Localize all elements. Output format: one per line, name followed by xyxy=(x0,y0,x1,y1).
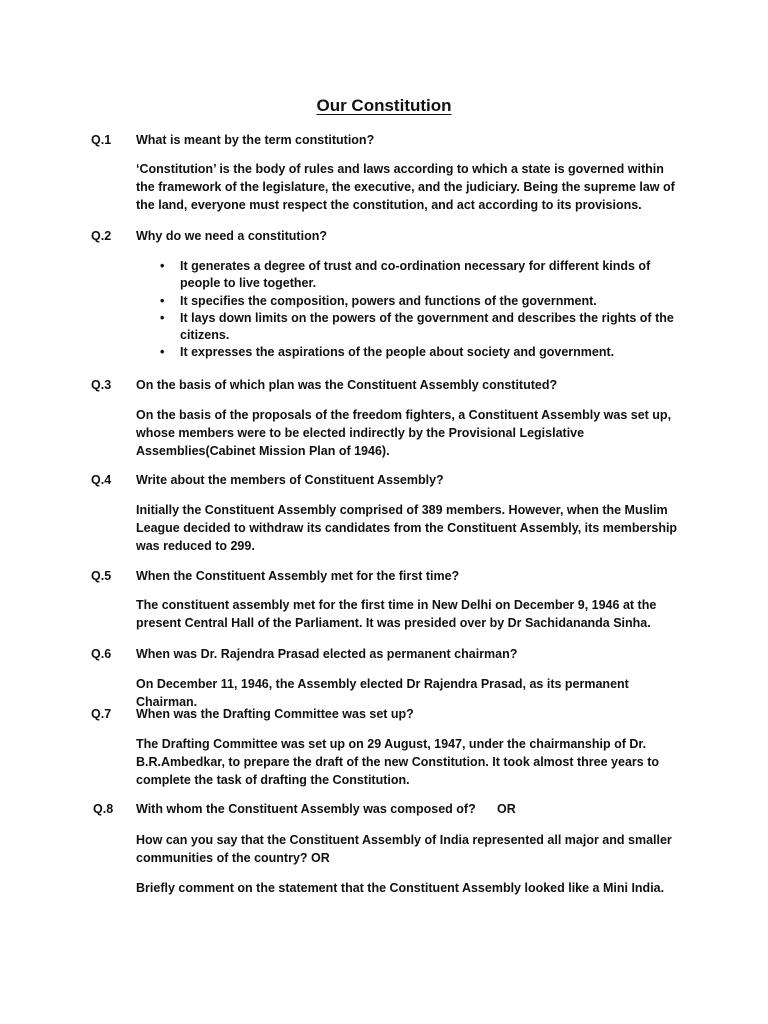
list-item xyxy=(136,293,681,310)
question-text: When was Dr. Rajendra Prasad elected as permanent chairman? xyxy=(136,647,518,661)
question-text: Write about the members of Constituent Assembly? xyxy=(136,473,444,487)
question-number: Q.1 xyxy=(91,133,112,147)
answer-text: On December 11, 1946, the Assembly elected Dr Rajendra Prasad, as its permanent Chairman. xyxy=(136,677,629,709)
list-item-text: It generates a degree of trust and co-ordination necessary for different kinds of people to live together. xyxy=(180,259,651,291)
page-title: Our Constitution xyxy=(316,96,452,115)
list-item-text: It lays down limits on the powers of the government and describes the rights of the citizens. xyxy=(180,310,674,343)
question-text: On the basis of which plan was the Constituent Assembly constituted? xyxy=(136,378,558,392)
question-text: When the Constituent Assembly met for the first time? xyxy=(136,569,460,583)
bullet-list xyxy=(136,258,681,362)
question-number: Q.3 xyxy=(91,378,112,392)
question-number: Q.4 xyxy=(91,473,112,487)
question-text: When was the Drafting Committee was set up? xyxy=(136,707,414,721)
question-number: Q.7 xyxy=(91,707,112,721)
question-number: Q.6 xyxy=(91,647,112,661)
list-item xyxy=(136,310,681,345)
question-number: Q.5 xyxy=(91,569,112,583)
answer-text: How can you say that the Constituent Assembly of India represented all major and smaller communities of the country? OR xyxy=(136,833,672,865)
answer-text: Initially the Constituent Assembly comprised of 389 members. However, when the Muslim League decided to withdraw its candidates from the Constituent Assembly, its membership was reduced to 299. xyxy=(136,503,678,553)
bullet-icon: • xyxy=(160,259,165,273)
question-text: With whom the Constituent Assembly was composed of? xyxy=(136,802,476,816)
answer-text: Briefly comment on the statement that the Constituent Assembly looked like a Mini India. xyxy=(136,881,665,895)
question-text: What is meant by the term constitution? xyxy=(136,133,375,147)
question-number: Q.8 xyxy=(93,802,114,816)
bullet-icon: • xyxy=(160,293,165,308)
question-number: Q.2 xyxy=(91,229,112,243)
question-text: Why do we need a constitution? xyxy=(136,229,327,243)
answer-text: The constituent assembly met for the first time in New Delhi on December 9, 1946 at the present Central Hall of the Parliament. It was presided over by Dr Sachidananda Sinha. xyxy=(136,598,657,630)
list-item xyxy=(136,344,681,361)
bullet-icon: • xyxy=(160,310,165,325)
list-item-text: It expresses the aspirations of the people about society and government. xyxy=(180,345,615,360)
or-label: OR xyxy=(497,802,516,816)
bullet-icon: • xyxy=(160,345,165,360)
answer-text: The Drafting Committee was set up on 29 August, 1947, under the chairmanship of Dr. B.R.Ambedkar, to prepare the draft of the new Constitution. It took almost three years to complete the task of drafting the Constitution. xyxy=(136,737,659,787)
answer-text: On the basis of the proposals of the freedom fighters, a Constituent Assembly was set up, whose members were to be elected indirectly by the Provisional Legislative Assemblies(Cabinet Mission Plan of 1946). xyxy=(136,408,672,458)
list-item-text: It specifies the composition, powers and functions of the government. xyxy=(180,293,597,308)
answer-text: ‘Constitution’ is the body of rules and laws according to which a state is governed within the framework of the legislature, the executive, and the judiciary. Being the supreme law of the land, everyone must respect the constitution, and act according to its provisions. xyxy=(136,162,675,212)
list-item xyxy=(136,258,681,293)
